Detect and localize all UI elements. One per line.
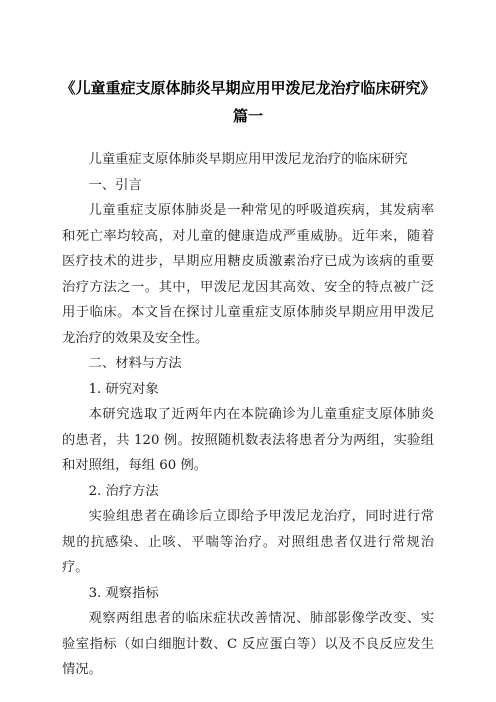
subheading-indicators: 3. 观察指标: [88, 585, 159, 601]
paragraph-subjects: 本研究选取了近两年内在本院确诊为儿童重症支原体肺炎的患者，共 120 例。按照随机数表法将患者分为两组，实验组和对照组，每组 60 例。: [62, 407, 434, 473]
heading-introduction: 一、引言: [88, 177, 142, 193]
paragraph-treatment: 实验组患者在确诊后立即给予甲泼尼龙治疗，同时进行常规的抗感染、止咳、平喘等治疗。对照组患者仅进行常规治疗。: [62, 509, 434, 575]
document-title: 《儿童重症支原体肺炎早期应用甲泼尼龙治疗临床研究》: [60, 79, 436, 97]
section-heading: 篇一: [232, 107, 263, 125]
heading-materials-methods: 二、材料与方法: [88, 356, 182, 371]
document-body: [62, 147, 434, 683]
subheading-subjects: 1. 研究对象: [88, 381, 159, 397]
paragraph-subtitle: 儿童重症支原体肺炎早期应用甲泼尼龙治疗的临床研究: [88, 152, 408, 167]
subheading-treatment: 2. 治疗方法: [88, 483, 159, 499]
paragraph-indicators: 观察两组患者的临床症状改善情况、肺部影像学改变、实验室指标（如白细胞计数、C 反应蛋白等）以及不良反应发生情况。: [62, 611, 434, 677]
paragraph-introduction: 儿童重症支原体肺炎是一种常见的呼吸道疾病，其发病率和死亡率均较高，对儿童的健康造成严重威胁。近年来，随着医疗技术的进步，早期应用糖皮质激素治疗已成为该病的重要治疗方法之一。其中，甲泼尼龙因其高效、安全的特点被广泛用于临床。本文旨在探讨儿童重症支原体肺炎早期应用甲泼尼龙治疗的效果及安全性。: [62, 203, 434, 346]
